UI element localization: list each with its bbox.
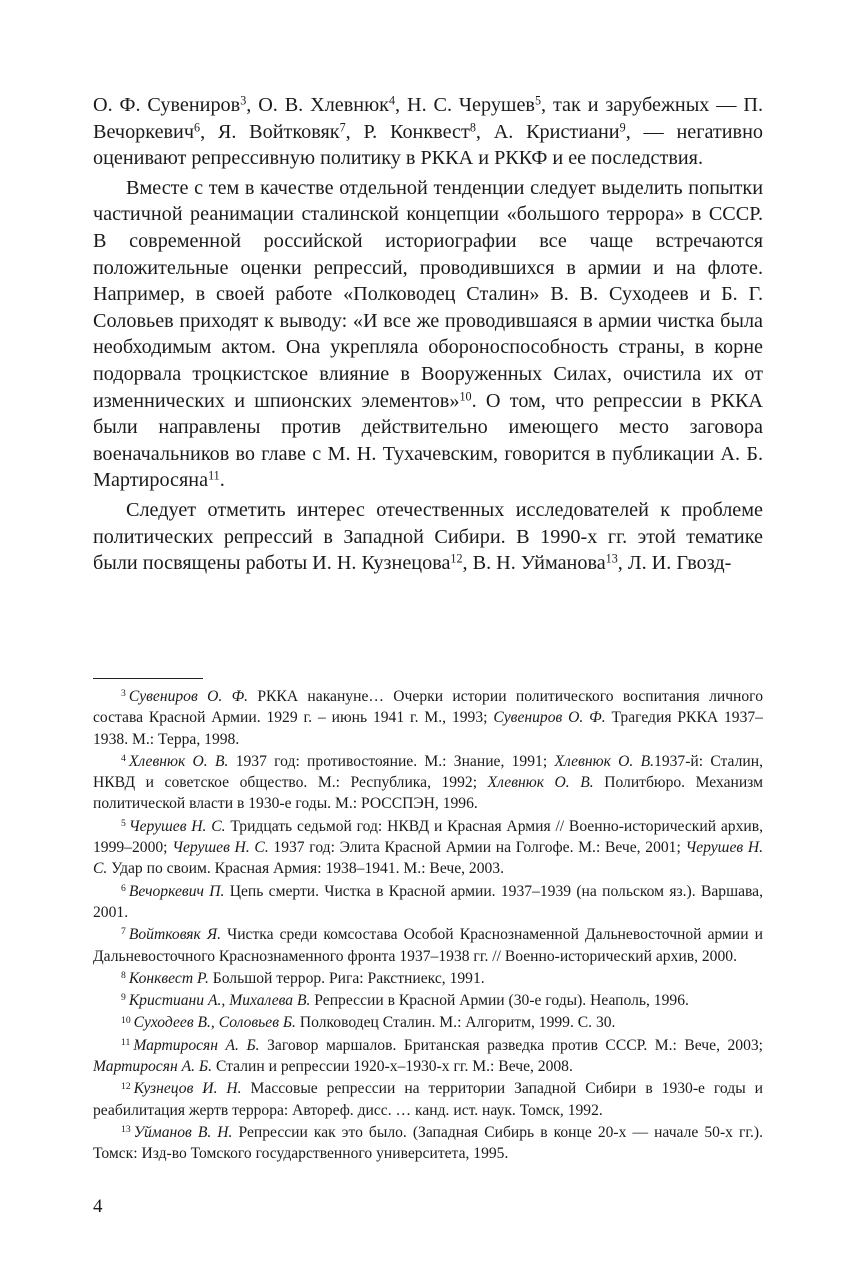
- footnote-ref: 6: [194, 119, 201, 134]
- footnote-number: 8: [121, 970, 126, 982]
- footnotes: [93, 686, 763, 1166]
- footnote-ref: 4: [388, 93, 396, 108]
- footnote-6: $^6$ Вечоркевич П. Цепь смерти. Чистка в Красной армии. 1937–1939 (на польском яз.). Варшава, 2001.: [93, 882, 763, 921]
- footnote-author: Мартиросян А. Б.: [93, 1058, 213, 1076]
- footnote-author: Хлевнюк О. В.: [554, 752, 655, 770]
- footnote-ref: 10: [459, 388, 472, 403]
- footnote-ref: 7: [339, 119, 346, 134]
- footnote-author: Мартиросян А. Б.: [133, 1036, 260, 1054]
- page-number: 4: [93, 1196, 103, 1217]
- footnote-author: Кристиани А., Михалева В.: [128, 992, 311, 1010]
- footnote-number: 7: [121, 926, 126, 938]
- paragraph-1: О. Ф. Сувениров$^3$, О. В. Хлевнюк$^4$, Н. С. Черушев$^5$, так и зарубежных — П. Вечоркевич$^6$, Я. Войтковяк$^7$, Р. Конквест$^8$, А. Кристиани$^9$, — негативно оценивают репрессивную политику в РККА и РККФ и ее последствия.: [93, 93, 763, 170]
- footnote-separator: [93, 678, 203, 679]
- footnote-ref: 3: [240, 93, 247, 108]
- footnote-12: $^{12}$ Кузнецов И. Н. Массовые репрессии на территории Западной Сибири в 1930-е годы и реабилитация жертв террора: Автореф. дисс. … канд. ист. наук. Томск, 1992.: [93, 1080, 763, 1119]
- footnote-author: Черушев Н. С.: [172, 839, 269, 857]
- main-text: [93, 92, 763, 577]
- footnote-7: $^7$ Войтковяк Я. Чистка среди комсостава Особой Краснознаменной Дальневосточной армии и Дальневосточного Краснознаменного фронта 1937–1938 гг. // Военно-исторический архив, 2000.: [93, 926, 764, 965]
- footnote-author: Кузнецов И. Н.: [133, 1080, 242, 1098]
- footnote-number: 9: [121, 992, 126, 1004]
- footnote-author: Уйманов В. Н.: [133, 1123, 233, 1141]
- footnote-author: Конквест Р.: [128, 969, 209, 987]
- footnote-number: 3: [121, 688, 126, 700]
- footnote-author: Суходеев В., Соловьев Б.: [133, 1014, 296, 1032]
- footnote-9: $^9$ Кристиани А., Михалева В. Репрессии в Красной Армии (30-е годы). Неаполь, 1996.: [121, 992, 689, 1010]
- footnote-author: Сувениров О. Ф.: [128, 688, 249, 705]
- paragraph-2: Вместе с тем в качестве отдельной тенденции следует выделить попытки частичной реанимации сталинской концепции «большого террора» в СССР. В современной российской историографии все чаще встречаются положительные оценки репрессий, проводившихся в армии и на флоте. Например, в своей работе «Полководец Сталин» В. В. Суходеев и Б. Г. Соловьев приходят к выводу: «И все же проводившаяся в армии чистка была необходимым актом. Она укрепляла обороноспособность страны, в корне подорвала троцкистское влияние в Вооруженных Силах, очистила их от изменнических и шпионских элементов»$^{10}$. О том, что репрессии в РККА были направлены против действительно имеющего место заговора военачальников во главе с М. Н. Тухачевским, говорится в публикации А. Б. Мартиросяна$^{11}$.: [93, 176, 763, 492]
- footnote-number: 6: [121, 882, 126, 894]
- footnote-ref: 13: [605, 551, 618, 566]
- footnote-author: Вечоркевич П.: [128, 882, 225, 900]
- footnote-10: $^{10}$ Суходеев В., Соловьев Б. Полководец Сталин. М.: Алгоритм, 1999. С. 30.: [121, 1014, 616, 1032]
- footnote-8: $^8$ Конквест Р. Большой террор. Рига: Ракстниекс, 1991.: [121, 969, 485, 987]
- paragraph-3: Следует отметить интерес отечественных исследователей к проблеме политических репрессий в Западной Сибири. В 1990-х гг. этой тематике были посвящены работы И. Н. Кузнецова$^{12}$, В. Н. Уйманова$^{13}$, Л. И. Гвозд-: [93, 498, 763, 575]
- footnote-author: Хлевнюк О. В.: [128, 752, 229, 770]
- footnote-4: $^4$ Хлевнюк О. В. 1937 год: противостояние. М.: Знание, 1991; Хлевнюк О. В.1937-й: Сталин, НКВД и советское общество. М.: Республика, 1992; Хлевнюк О. В. Политбюро. Механизм политической власти в 1930-е годы. М.: РОССПЭН, 1996.: [93, 752, 763, 813]
- footnote-number: 12: [121, 1080, 131, 1092]
- footnote-number: 5: [121, 817, 126, 829]
- footnote-author: Войтковяк Я.: [128, 926, 222, 944]
- footnote-author: Черушев Н. С.: [93, 839, 763, 878]
- footnote-author: Хлевнюк О. В.: [487, 774, 594, 792]
- footnote-ref: 12: [450, 551, 463, 566]
- footnote-ref: 9: [619, 119, 626, 134]
- footnote-ref: 5: [534, 93, 542, 108]
- footnote-number: 4: [121, 753, 126, 765]
- footnote-author: Сувениров О. Ф.: [493, 709, 606, 727]
- footnote-number: 13: [121, 1124, 131, 1136]
- footnote-author: Черушев Н. С.: [128, 817, 226, 835]
- footnote-3: $^3$ Сувениров О. Ф. РККА накануне… Очерки истории политического воспитания личного состава Красной Армии. 1929 г. – июнь 1941 г. М., 1993; Сувениров О. Ф. Трагедия РККА 1937–1938. М.: Терра, 1998.: [93, 688, 763, 748]
- footnote-5: $^5$ Черушев Н. С. Тридцать седьмой год: НКВД и Красная Армия // Военно-исторический архив, 1999–2000; Черушев Н. С. 1937 год: Элита Красной Армии на Голгофе. М.: Вече, 2001; Черушев Н. С. Удар по своим. Красная Армия: 1938–1941. М.: Вече, 2003.: [93, 817, 763, 878]
- footnote-number: 11: [121, 1036, 131, 1048]
- footnote-11: $^{11}$ Мартиросян А. Б. Заговор маршалов. Британская разведка против СССР. М.: Вече, 2003; Мартиросян А. Б. Сталин и репрессии 1920-х–1930-х гг. М.: Вече, 2008.: [93, 1036, 763, 1076]
- footnote-number: 10: [121, 1014, 131, 1026]
- footnote-ref: 11: [208, 468, 220, 483]
- footnote-ref: 8: [469, 119, 476, 134]
- footnote-13: $^{13}$ Уйманов В. Н. Репрессии как это было. (Западная Сибирь в конце 20-х — начале 50-х гг.). Томск: Изд-во Томского государственного университета, 1995.: [93, 1123, 763, 1163]
